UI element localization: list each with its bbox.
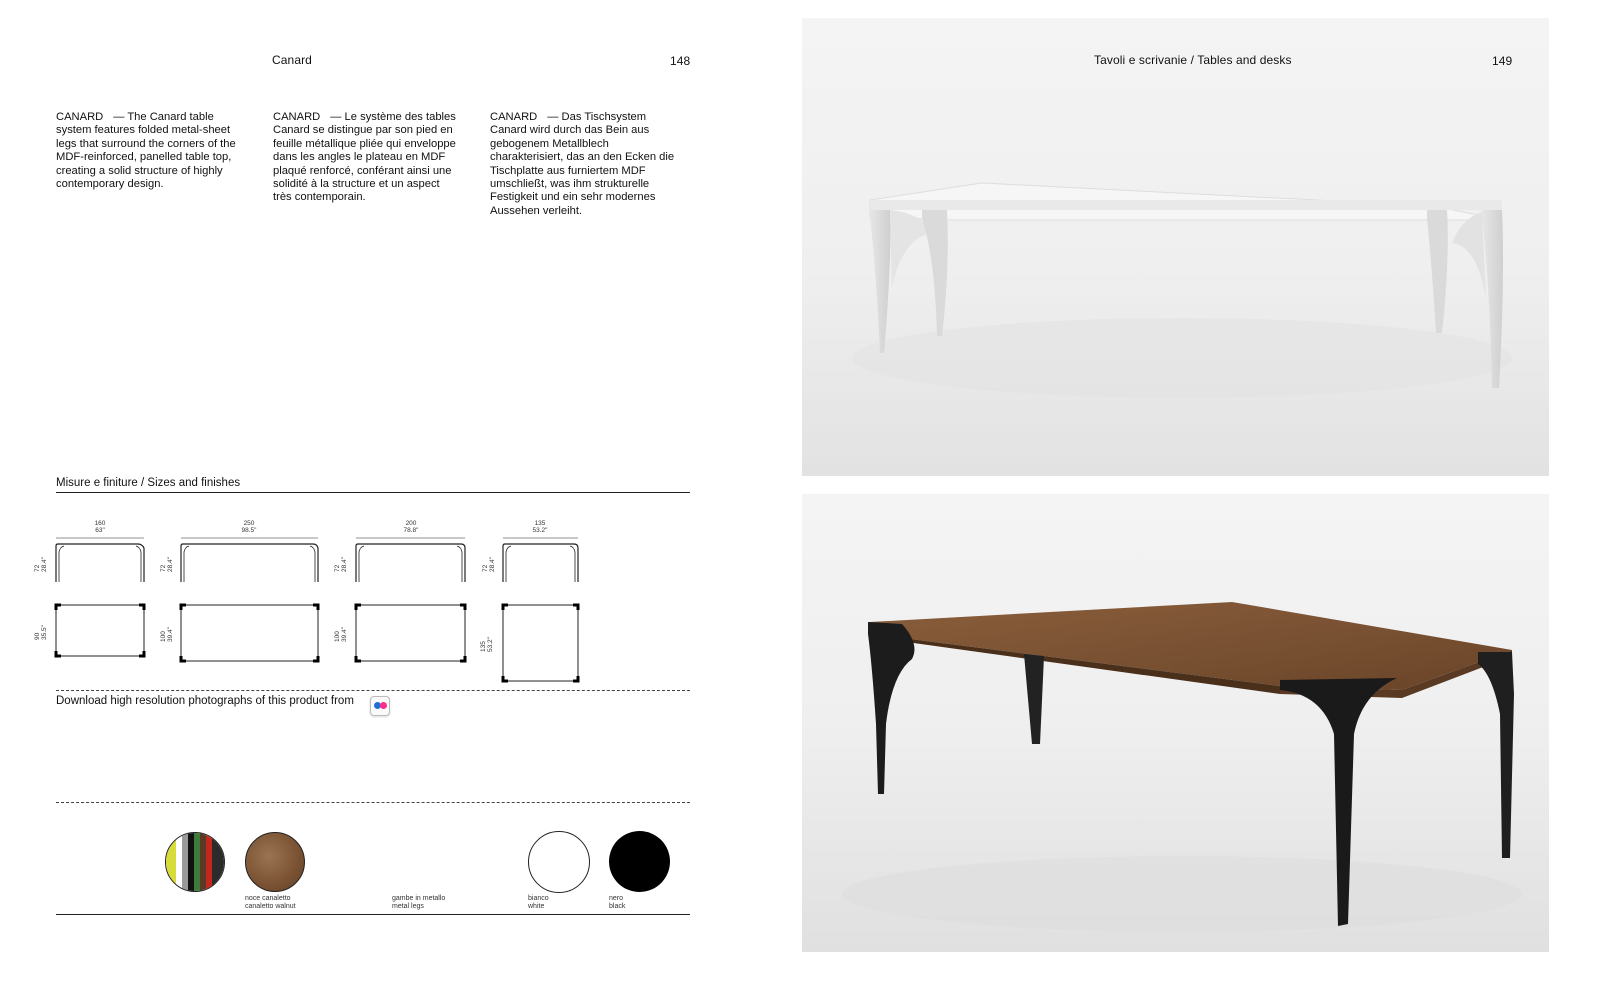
black-swatch <box>609 831 670 892</box>
white-table-photo <box>802 18 1549 476</box>
description-text: — Das Tischsystem Canard wird durch das Bein aus gebogenem Metallblech charakterisiert, das an den Ecken die Tischplatte aus furniertem MDF umschließt, was ihm strukturelle Festigkeit und ein sehr modernes Aussehen verleiht. <box>490 111 675 217</box>
dashed-divider <box>56 802 690 803</box>
page-number: 149 <box>1492 54 1513 68</box>
description-text: — The Canard table system features folded metal-sheet legs that surround the corners of the MDF-reinforced, panelled table top, creating a solid structure of highly contemporary design. <box>56 111 236 191</box>
height-label: 72 28.4" <box>334 557 348 572</box>
description-text: — Le système des tables Canard se distingue par son pied en feuille métallique pliée qui enveloppe dans les angles le plateau en MDF plaqué renforcé, conférant ainsi une solidité à la structure et un aspect très contemporain. <box>273 111 456 204</box>
width-label: 200 78.8" <box>403 520 419 534</box>
bottom-divider <box>56 914 690 915</box>
walnut-swatch <box>245 832 305 892</box>
depth-label: 135 53.2" <box>480 637 494 652</box>
width-label: 160 63" <box>94 520 106 534</box>
width-label: 135 53.2" <box>532 520 548 534</box>
height-label: 72 28.4" <box>160 557 174 572</box>
depth-label: 100 39.4" <box>160 627 174 642</box>
running-title: Tavoli e scrivanie / Tables and desks <box>1094 53 1292 67</box>
product-name: CANARD <box>56 111 104 123</box>
color-range-swatch <box>165 832 225 892</box>
walnut-table-photo <box>802 494 1549 952</box>
product-name: CANARD <box>490 111 538 123</box>
height-label: 72 28.4" <box>482 557 496 572</box>
white-label: bianco white <box>528 895 549 910</box>
legs-label: gambe in metallo metal legs <box>392 895 446 910</box>
flickr-icon[interactable] <box>370 696 390 716</box>
walnut-label: noce canaletto canaletto walnut <box>245 895 296 910</box>
page-number: 148 <box>670 54 691 68</box>
sizes-section-title: Misure e finiture / Sizes and finishes <box>56 477 241 489</box>
running-title: Canard <box>272 53 312 67</box>
height-label: 72 28.4" <box>34 557 48 572</box>
white-swatch <box>528 831 590 893</box>
depth-label: 90 35.5" <box>34 625 48 640</box>
black-label: nero black <box>609 895 626 910</box>
width-label: 250 98.5" <box>241 520 257 534</box>
product-name: CANARD <box>273 111 321 123</box>
dashed-divider <box>56 690 690 691</box>
size-diagrams <box>0 0 700 700</box>
size-drawings <box>0 0 700 700</box>
depth-label: 100 39.4" <box>334 627 348 642</box>
download-text: Download high resolution photographs of this product from <box>56 695 354 707</box>
